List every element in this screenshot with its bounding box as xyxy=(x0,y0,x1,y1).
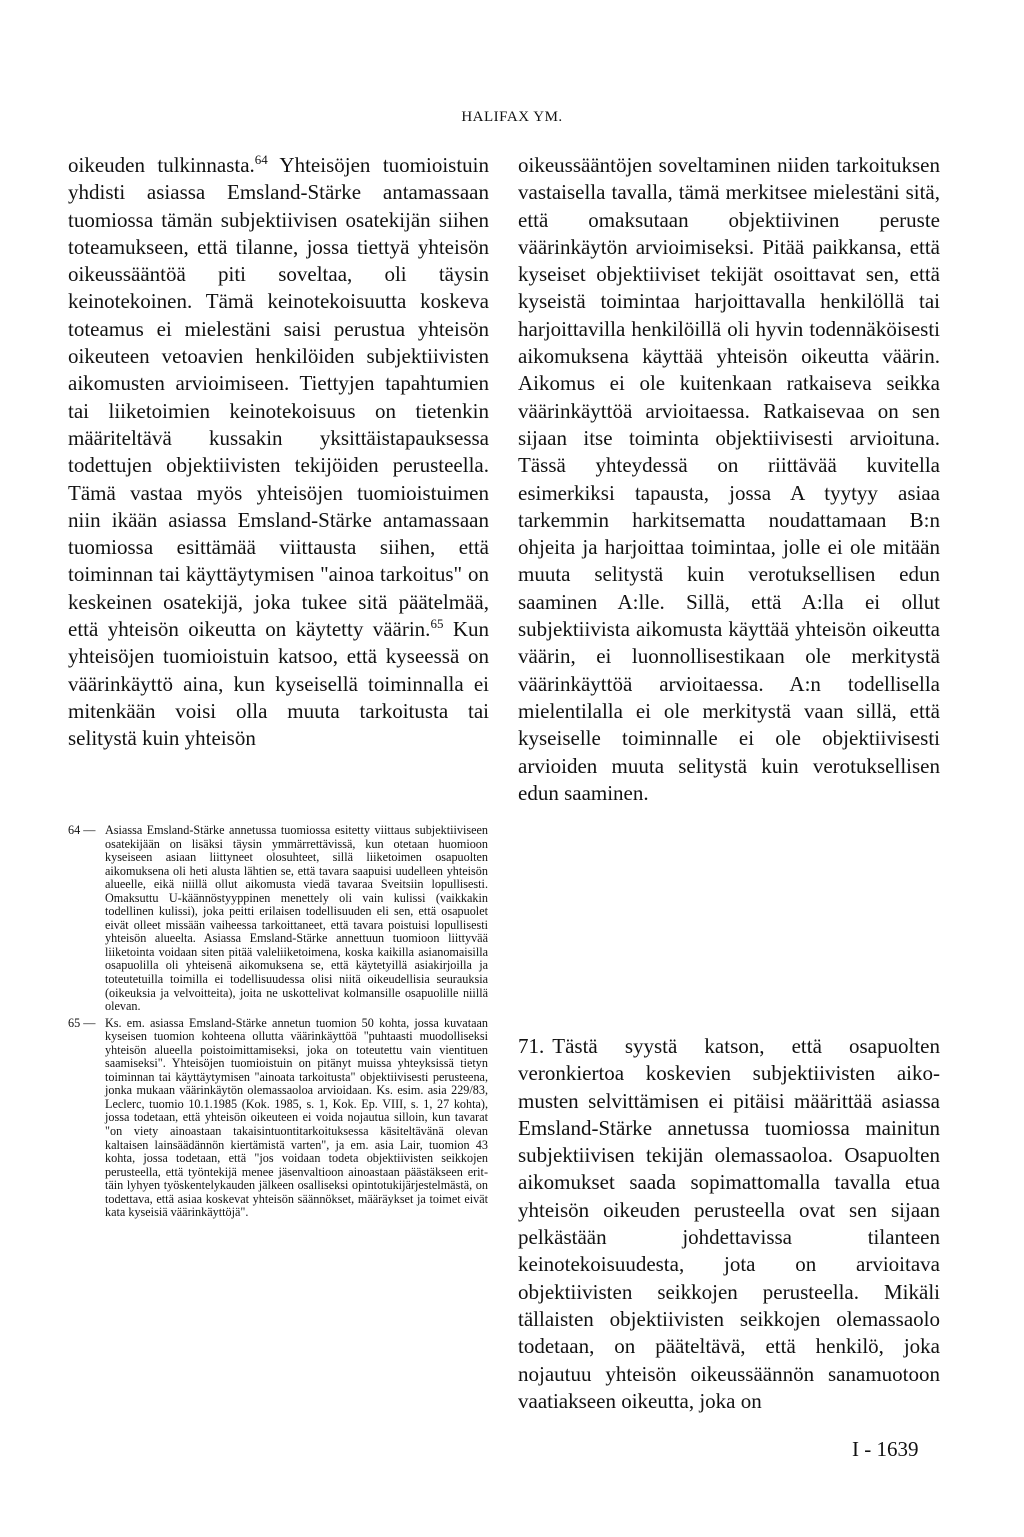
paragraph-continued xyxy=(68,152,489,753)
page-number: I - 1639 xyxy=(852,1437,919,1461)
paragraph-number: 71. xyxy=(518,1034,545,1058)
footnote-65 xyxy=(68,1017,488,1220)
footnote-ref-65[interactable]: 65 xyxy=(430,616,444,632)
footnote-label: 64 — xyxy=(68,823,96,837)
body-text: oikeuden tulkinnasta. xyxy=(68,153,255,177)
footnote-text: Ks. em. asiassa Emsland-Stärke annetun tuomion 50 kohta, jossa kuvataan kyseisen tuomion kohteena ollutta väärinkäyttöä "puhtaasti muodolliseksi yhteisön alueella poistoimittamiseksi, joka on toteutettu vain vientituen saamiseksi". Yhteisöjen tuomioistuin on pitänyt muissa yhteyksissä tietyn toiminnan tai käyttäytymisen "ainoata tarkoitusta" objektiivisesti perusteena, jonka mukaan väärinkäytön olemassaoloa arvioidaan. Ks. esim. asia 229/83, Leclerc, tuomio 10.1.1985 (Kok. 1985, s. 1, Kok. Ep. VIII, s. 1, 27 kohta), jossa todetaan, että yhteisön oikeuteen ei voida nojautua silloin, kun tavarat "on viety ainoastaan takaisintuontitarkoituksessa käsiteltävänä olevan kaltaisen lainsäädännön kiertämistä varten", ja em. asia Lair, tuomion 43 kohta, jossa todetaan, että "jos voidaan todeta objektiivisten seikkojen perusteella, että työntekijä menee jäsenvaltioon ainoastaan päästäkseen erittäin lyhyen työskentelykauden jälkeen osalliseksi opintotukijärjestelmästä, on todettava, että asiaa koskevat yhteisön säännökset, määräykset ja toimet eivät kata kyseisiä väärinkäyttöjä". xyxy=(105,1015,488,1220)
body-text: Kun yhteisöjen tuomioistuin katsoo, että kyseessä on väärinkäyttö aina, kun kyseisellä toiminnalla ei mitenkään voisi olla muuta tarkoitusta tai selitystä kuin yhteisön xyxy=(68,617,489,751)
paragraph-continued: oikeussääntöjen soveltaminen niiden tarkoituksen vastaisella tavalla, tämä merkitsee mielestäni sitä, että omaksutaan objektiivinen peruste väärinkäytön arvioimiseksi. Pitää paikkansa, että kyseiset objektiiviset tekijät osoittavat sen, että kyseistä toimintaa harjoittavalla henkilöllä tai harjoittavilla henkilöillä oli hyvin todennäköisesti aikomuksena käyttää yhteisön oikeutta väärin. Aikomus ei ole kuitenkaan ratkaiseva seikka väärinkäyttöä arvioitaessa. Ratkaisevaa on sen sijaan itse toiminta objektiivisesti arvioituna. Tässä yhteydessä on riittävää kuvitella esimerkiksi tapausta, jossa A tyytyy asiaa tarkemmin harkitsematta noudattamaan B:n ohjeita ja harjoittaa toimintaa, jolle ei ole mitään muuta selitystä kuin verotuksellisen edun saaminen A:lle. Sillä, että A:lla ei ollut subjektiivista aikomusta käyttää yhteisön oikeutta väärin, ei luonnollisestikaan ole merkitystä väärinkäyttöä arvioitaessa. A:n todellisella mielentilalla ei ole merkitystä vaan sillä, että kyseiselle toiminnalle ei ole objektiivisesti arvioiden muuta selitystä kuin verotuksellisen edun saaminen. xyxy=(518,153,940,805)
body-text: Yhteisöjen tuomioistuin yhdisti asiassa Emsland-Stärke antamassaan tuomiossa tämän subjektiivisen osatekijän siihen toteamukseen, että tilanne, jossa tiettyä yhteisön oikeussääntöä piti soveltaa, oli täysin keinotekoinen. Tämä keinotekoisuutta koskeva toteamus ei mielestäni saisi perustua yhteisön oikeuteen vetoavien henkilöiden subjektiivisten aikomusten arvioimiseen. Tiettyjen tapahtumien tai liiketoimien keinotekoisuus on tietenkin määriteltävä kussakin yksittäistapauksessa todettujen objektiivisten tekijöiden perusteella. Tämä vastaa myös yhteisöjen tuomioistuimen niin ikään asiassa Emsland-Stärke antamassaan tuomiossa esittämää viittausta siihen, että toiminnan tai käyttäytymisen "ainoa tarkoitus" on keskeinen osatekijä, joka tukee sitä päätelmää, että yhteisön oikeutta on käytetty väärin. xyxy=(68,153,489,642)
left-column-text xyxy=(68,152,489,753)
footnotes xyxy=(68,824,488,1220)
footnote-64 xyxy=(68,824,488,1014)
footnote-text: Asiassa Emsland-Stärke annetussa tuomiossa esitetty viittaus subjektiiviseen osatekijään on lisäksi täysin ymmärrettävissä, kun otetaan huomioon kyseiseen asiaan liittyneet olosuhteet, sillä liiketoimen osapuolten aikomuksena oli heti alusta lähtien se, että tavara saapuisi uudelleen yhteisön alueelle, eikä niillä ollut aikomusta viedä tavaraa Sveitsiin lopullisesti. Omaksuttu U-käännöstyyppinen menettely oli vain kulissi (vaikkakin todellinen kulissi), joka peitti erilaisen todellisuuden eli sen, että osapuolet eivät olleet missään vaiheessa tarkoittaneet, että tavara poistuisi lopullisesti yhteisön alueelta. Asiassa Emsland-Stärke annettuun tuomioon liittyvää liiketointa voidaan siten pitää valeliiketoimena, koska kaikilla asianomaisilla osapuolilla oli yhteisenä aikomuksena se, että käytetyillä asiakirjoilla ja toteutetuilla toimilla ei todellisuudessa olisi niitä oikeudellisia seurauksia (oikeuksia ja velvoitteita), joita ne uskottelivat kolmansille osapuolille niillä olevan. xyxy=(105,823,488,1014)
paragraph-text: Tästä syystä katson, että osapuolten veronkiertoa koskevien subjektiivisten aikomusten selvittämisen ei pitäisi määrittää asiassa Emsland-Stärke annetussa tuomiossa mainitun subjektiivisen tekijän olemassaoloa. Osapuolten aikomukset saada sopimattomalla tavalla etua yhteisön oikeuden perusteella ovat sen sijaan pelkästään johdettavissa tilanteen keinotekoisuudesta, jota on arvioitava objektiivisten seikkojen perusteella. Mikäli tällaisten objektiivisten seikkojen olemassaolo todetaan, on pääteltävä, että henkilö, joka nojautuu yhteisön oikeussäännön sanamuotoon vaatiakseen oikeutta, joka on xyxy=(518,1034,940,1413)
right-column-text xyxy=(518,152,940,807)
footnote-label: 65 — xyxy=(68,1015,96,1030)
paragraph-71 xyxy=(518,1033,940,1415)
footnote-ref-64[interactable]: 64 xyxy=(254,152,268,167)
running-head: HALIFAX YM. xyxy=(461,109,563,125)
